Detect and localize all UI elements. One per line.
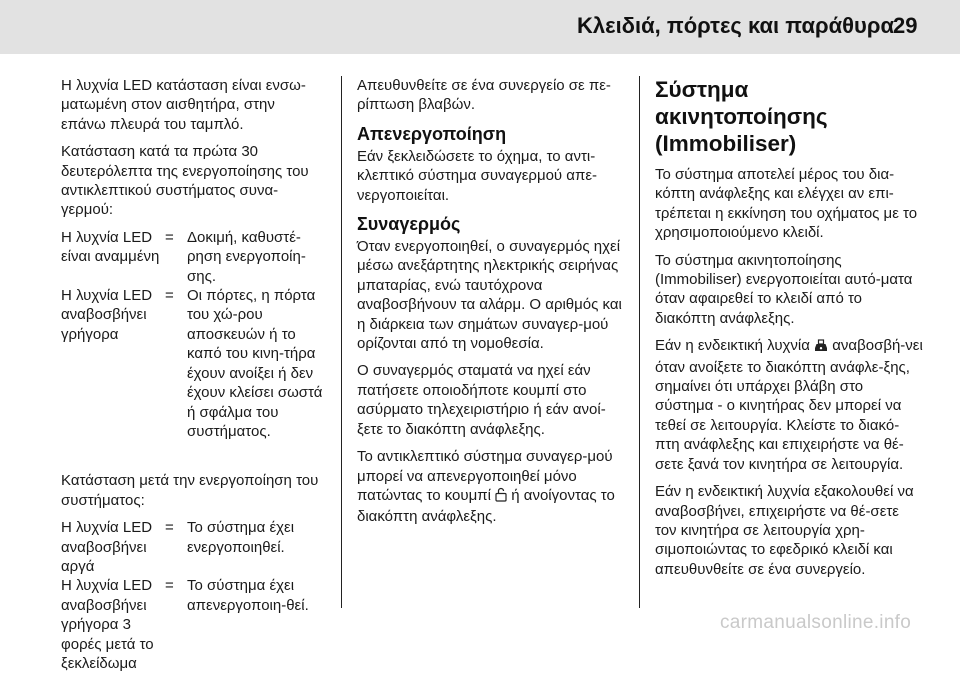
alarm-disarm-text xyxy=(357,447,625,527)
led-state: Η λυχνία LED είναι αναμμένη xyxy=(61,228,160,266)
page-number: 29 xyxy=(893,13,918,38)
equals-sign: = xyxy=(165,228,174,246)
equals-sign: = xyxy=(165,287,174,305)
column-1 xyxy=(61,76,323,681)
table-row xyxy=(61,518,323,576)
equals-sign: = xyxy=(165,577,174,595)
led-state-table-after xyxy=(61,518,323,673)
p3-text-before: Εάν η ενδεικτική λυχνία xyxy=(655,337,810,355)
led-state: Η λυχνία LED αναβοσβήνει γρήγορα xyxy=(61,287,153,343)
led-state: Η λυχνία LED αναβοσβήνει αργά xyxy=(61,519,153,575)
deactivation-heading: Απενεργοποίηση xyxy=(357,123,507,144)
column-2 xyxy=(357,76,625,535)
table-row xyxy=(61,228,323,286)
led-state-table-initial xyxy=(61,228,323,441)
disarm-text-after: ή ανοίγοντας το διακόπτη ανάφλεξης. xyxy=(357,486,615,526)
unlock-icon xyxy=(495,487,507,507)
alarm-text: Όταν ενεργοποιηθεί, ο συναγερμός ηχεί μέσω ανεξάρτητης ηλεκτρικής σειρήνας μπαταρίας, ενώ ταυτόχρονα αναβοσβήνουν τα αλάρμ. Ο αριθμός και η διάρκεια των σημάτων συναγερ-μού ορίζονται από τη νομοθεσία. xyxy=(357,238,622,353)
p3-text-after: αναβοσβή-νει όταν ανοίξετε το διακόπτη ανάφλε-ξης, σημαίνει ότι υπάρχει βλάβη στο σύστημα - ο κινητήρας δεν μπορεί να τεθεί σε λειτουργία. Κλείστε το διακό-πτη ανάφλεξης και επιχειρήστε να θέ-σετε ξανά τον κινητήρα σε λειτουργία. xyxy=(655,337,923,473)
page-title: Κλειδιά, πόρτες και παράθυρα xyxy=(577,13,894,38)
immobiliser-p4: Εάν η ενδεικτική λυχνία εξακολουθεί να αναβοσβήνει, επιχειρήστε να θέ-σετε τον κινητήρα σε λειτουργία χρη-σιμοποιώντας το εφεδρικό κλειδί και απευθυνθείτε σε ένα συνεργείο. xyxy=(655,483,914,578)
column-divider-right xyxy=(639,76,640,608)
disarm-text-before: Το αντικλεπτικό σύστημα συναγερ-μού μπορεί να απενεργοποιηθεί μόνο πατώντας το κουμπί xyxy=(357,448,613,504)
equals-sign: = xyxy=(165,519,174,537)
first-30s-heading: Κατάσταση κατά τα πρώτα 30 δευτερόλεπτα της ενεργοποίησης του αντικλεπτικού συστήματος συνα-γερμού: xyxy=(61,143,309,219)
immobiliser-p2: Το σύστημα ακινητοποίησης (Immobiliser) ενεργοποιείται αυτό-ματα όταν αφαιρεθεί το κλειδί από το διακόπτη ανάφλεξης. xyxy=(655,251,913,327)
column-divider-left xyxy=(341,76,342,608)
immobiliser-p3 xyxy=(655,336,923,474)
led-meaning: Το σύστημα έχει απενεργοποιη-θεί. xyxy=(187,577,309,614)
led-meaning: Δοκιμή, καθυστέ-ρηση ενεργοποίη-σης. xyxy=(187,228,306,285)
alarm-heading: Συναγερμός xyxy=(357,214,461,235)
led-meaning: Οι πόρτες, η πόρτα του χώ-ρου αποσκευών ή το καπό του κινη-τήρα έχουν ανοίξει ή δεν έχουν κλείσει σωστά ή σφάλμα του συστήματος. xyxy=(187,287,323,440)
led-state: Η λυχνία LED αναβοσβήνει γρήγορα 3 φορές μετά το ξεκλείδωμα xyxy=(61,577,154,672)
table-row xyxy=(61,576,323,673)
table-row xyxy=(61,286,323,441)
after-activation-heading: Κατάσταση μετά την ενεργοποίηση του συστήματος: xyxy=(61,472,319,509)
car-lock-indicator-icon xyxy=(814,338,828,357)
immobiliser-title: Σύστημα ακινητοποίησης (Immobiliser) xyxy=(655,77,828,156)
deactivation-text: Εάν ξεκλειδώσετε το όχημα, το αντι-κλεπτικό σύστημα συναγερμού απε-νεργοποιείται. xyxy=(357,147,597,204)
site-watermark: carmanualsonline.info xyxy=(720,612,912,633)
workshop-contact-text: Απευθυνθείτε σε ένα συνεργείο σε πε-ρίπτωση βλαβών. xyxy=(357,77,611,114)
column-3 xyxy=(655,76,923,587)
alarm-stop-text: Ο συναγερμός σταματά να ηχεί εάν πατήσετε οποιοδήποτε κουμπί στο ασύρματο τηλεχειριστήριο ή εάν ανοί-ξετε το διακόπτη ανάφλεξης. xyxy=(357,362,606,438)
immobiliser-p1: Το σύστημα αποτελεί μέρος του δια-κόπτη ανάφλεξης και ελέγχει αν επι-τρέπεται η εκκίνηση του οχήματος με το χρησιμοποιούμενο κλειδί. xyxy=(655,166,918,242)
led-meaning: Το σύστημα έχει ενεργοποιηθεί. xyxy=(187,519,295,556)
led-intro-text: Η λυχνία LED κατάσταση είναι ενσω-ματωμένη στον αισθητήρα, στην επάνω πλευρά του ταμπλό. xyxy=(61,77,306,133)
